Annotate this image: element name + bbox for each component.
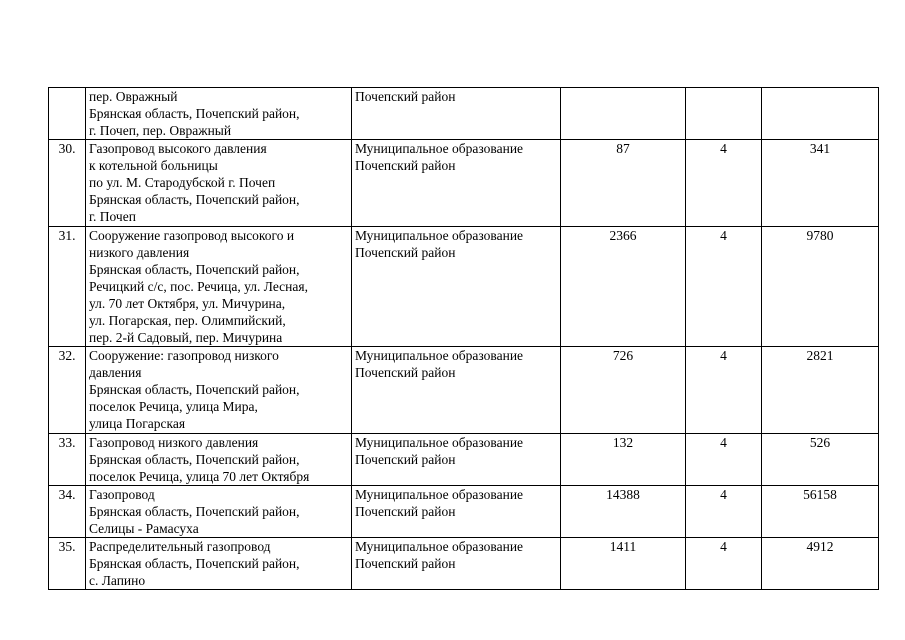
category-cell [686, 88, 762, 140]
description-line: по ул. М. Стародубской г. Почеп [89, 175, 276, 190]
description-line: Брянская область, Почепский район, [89, 382, 300, 397]
length-cell: 726 [561, 347, 686, 434]
description-line: г. Почеп [89, 209, 136, 224]
owner-line: Почепский район [355, 556, 456, 571]
row-number-cell: 33. [49, 434, 86, 486]
object-description-cell [86, 88, 352, 140]
object-description-cell [86, 486, 352, 538]
description-line: улица Погарская [89, 416, 186, 431]
object-description-cell [86, 347, 352, 434]
owner-line: Почепский район [355, 504, 456, 519]
category-cell: 4 [686, 227, 762, 347]
owner-line: Почепский район [355, 245, 456, 260]
value-cell [762, 88, 879, 140]
length-cell: 2366 [561, 227, 686, 347]
table-row [49, 140, 879, 227]
description-line: Брянская область, Почепский район, [89, 504, 300, 519]
owner-line: Муниципальное образование [355, 487, 524, 502]
owner-line: Почепский район [355, 158, 456, 173]
value-cell: 341 [762, 140, 879, 227]
category-cell: 4 [686, 538, 762, 590]
value-cell: 4912 [762, 538, 879, 590]
owner-line: Муниципальное образование [355, 228, 524, 243]
description-line: Брянская область, Почепский район, [89, 106, 300, 121]
length-cell: 1411 [561, 538, 686, 590]
owner-line: Почепский район [355, 452, 456, 467]
property-table [48, 87, 879, 590]
object-description-cell [86, 434, 352, 486]
table-row [49, 538, 879, 590]
category-cell: 4 [686, 140, 762, 227]
owner-line: Почепский район [355, 365, 456, 380]
description-line: давления [89, 365, 142, 380]
owner-line: Муниципальное образование [355, 348, 524, 363]
description-line: пер. 2-й Садовый, пер. Мичурина [89, 330, 283, 345]
owner-cell [352, 434, 561, 486]
owner-cell [352, 88, 561, 140]
description-line: ул. 70 лет Октября, ул. Мичурина, [89, 296, 286, 311]
object-description-cell [86, 538, 352, 590]
description-line: Газопровод [89, 487, 155, 502]
length-cell: 87 [561, 140, 686, 227]
description-line: Газопровод высокого давления [89, 141, 267, 156]
description-line: Речицкий с/с, пос. Речица, ул. Лесная, [89, 279, 308, 294]
table-row [49, 227, 879, 347]
row-number-cell: 31. [49, 227, 86, 347]
category-cell: 4 [686, 486, 762, 538]
object-description-cell [86, 227, 352, 347]
table-row [49, 434, 879, 486]
description-line: с. Лапино [89, 573, 146, 588]
table-body [49, 88, 879, 590]
owner-line: Муниципальное образование [355, 141, 524, 156]
description-line: Брянская область, Почепский район, [89, 192, 300, 207]
description-line: Газопровод низкого давления [89, 435, 259, 450]
description-line: поселок Речица, улица 70 лет Октября [89, 469, 310, 484]
description-line: низкого давления [89, 245, 190, 260]
owner-cell [352, 140, 561, 227]
description-line: Сооружение: газопровод низкого [89, 348, 279, 363]
description-line: ул. Погарская, пер. Олимпийский, [89, 313, 286, 328]
category-cell: 4 [686, 434, 762, 486]
value-cell: 526 [762, 434, 879, 486]
row-number-cell: 30. [49, 140, 86, 227]
owner-cell [352, 538, 561, 590]
description-line: поселок Речица, улица Мира, [89, 399, 258, 414]
value-cell: 56158 [762, 486, 879, 538]
table-row [49, 347, 879, 434]
length-cell [561, 88, 686, 140]
row-number-cell: 32. [49, 347, 86, 434]
value-cell: 2821 [762, 347, 879, 434]
description-line: к котельной больницы [89, 158, 218, 173]
description-line: пер. Овражный [89, 89, 178, 104]
owner-cell [352, 486, 561, 538]
row-number-cell [49, 88, 86, 140]
owner-line: Муниципальное образование [355, 435, 524, 450]
owner-cell [352, 347, 561, 434]
length-cell: 14388 [561, 486, 686, 538]
description-line: Брянская область, Почепский район, [89, 556, 300, 571]
description-line: Распределительный газопровод [89, 539, 271, 554]
row-number-cell: 34. [49, 486, 86, 538]
table-row [49, 486, 879, 538]
owner-cell [352, 227, 561, 347]
length-cell: 132 [561, 434, 686, 486]
value-cell: 9780 [762, 227, 879, 347]
description-line: Сооружение газопровод высокого и [89, 228, 295, 243]
description-line: Брянская область, Почепский район, [89, 452, 300, 467]
description-line: г. Почеп, пер. Овражный [89, 123, 232, 138]
description-line: Селицы - Рамасуха [89, 521, 199, 536]
description-line: Брянская область, Почепский район, [89, 262, 300, 277]
table-row [49, 88, 879, 140]
owner-line: Почепский район [355, 89, 456, 104]
row-number-cell: 35. [49, 538, 86, 590]
object-description-cell [86, 140, 352, 227]
category-cell: 4 [686, 347, 762, 434]
owner-line: Муниципальное образование [355, 539, 524, 554]
